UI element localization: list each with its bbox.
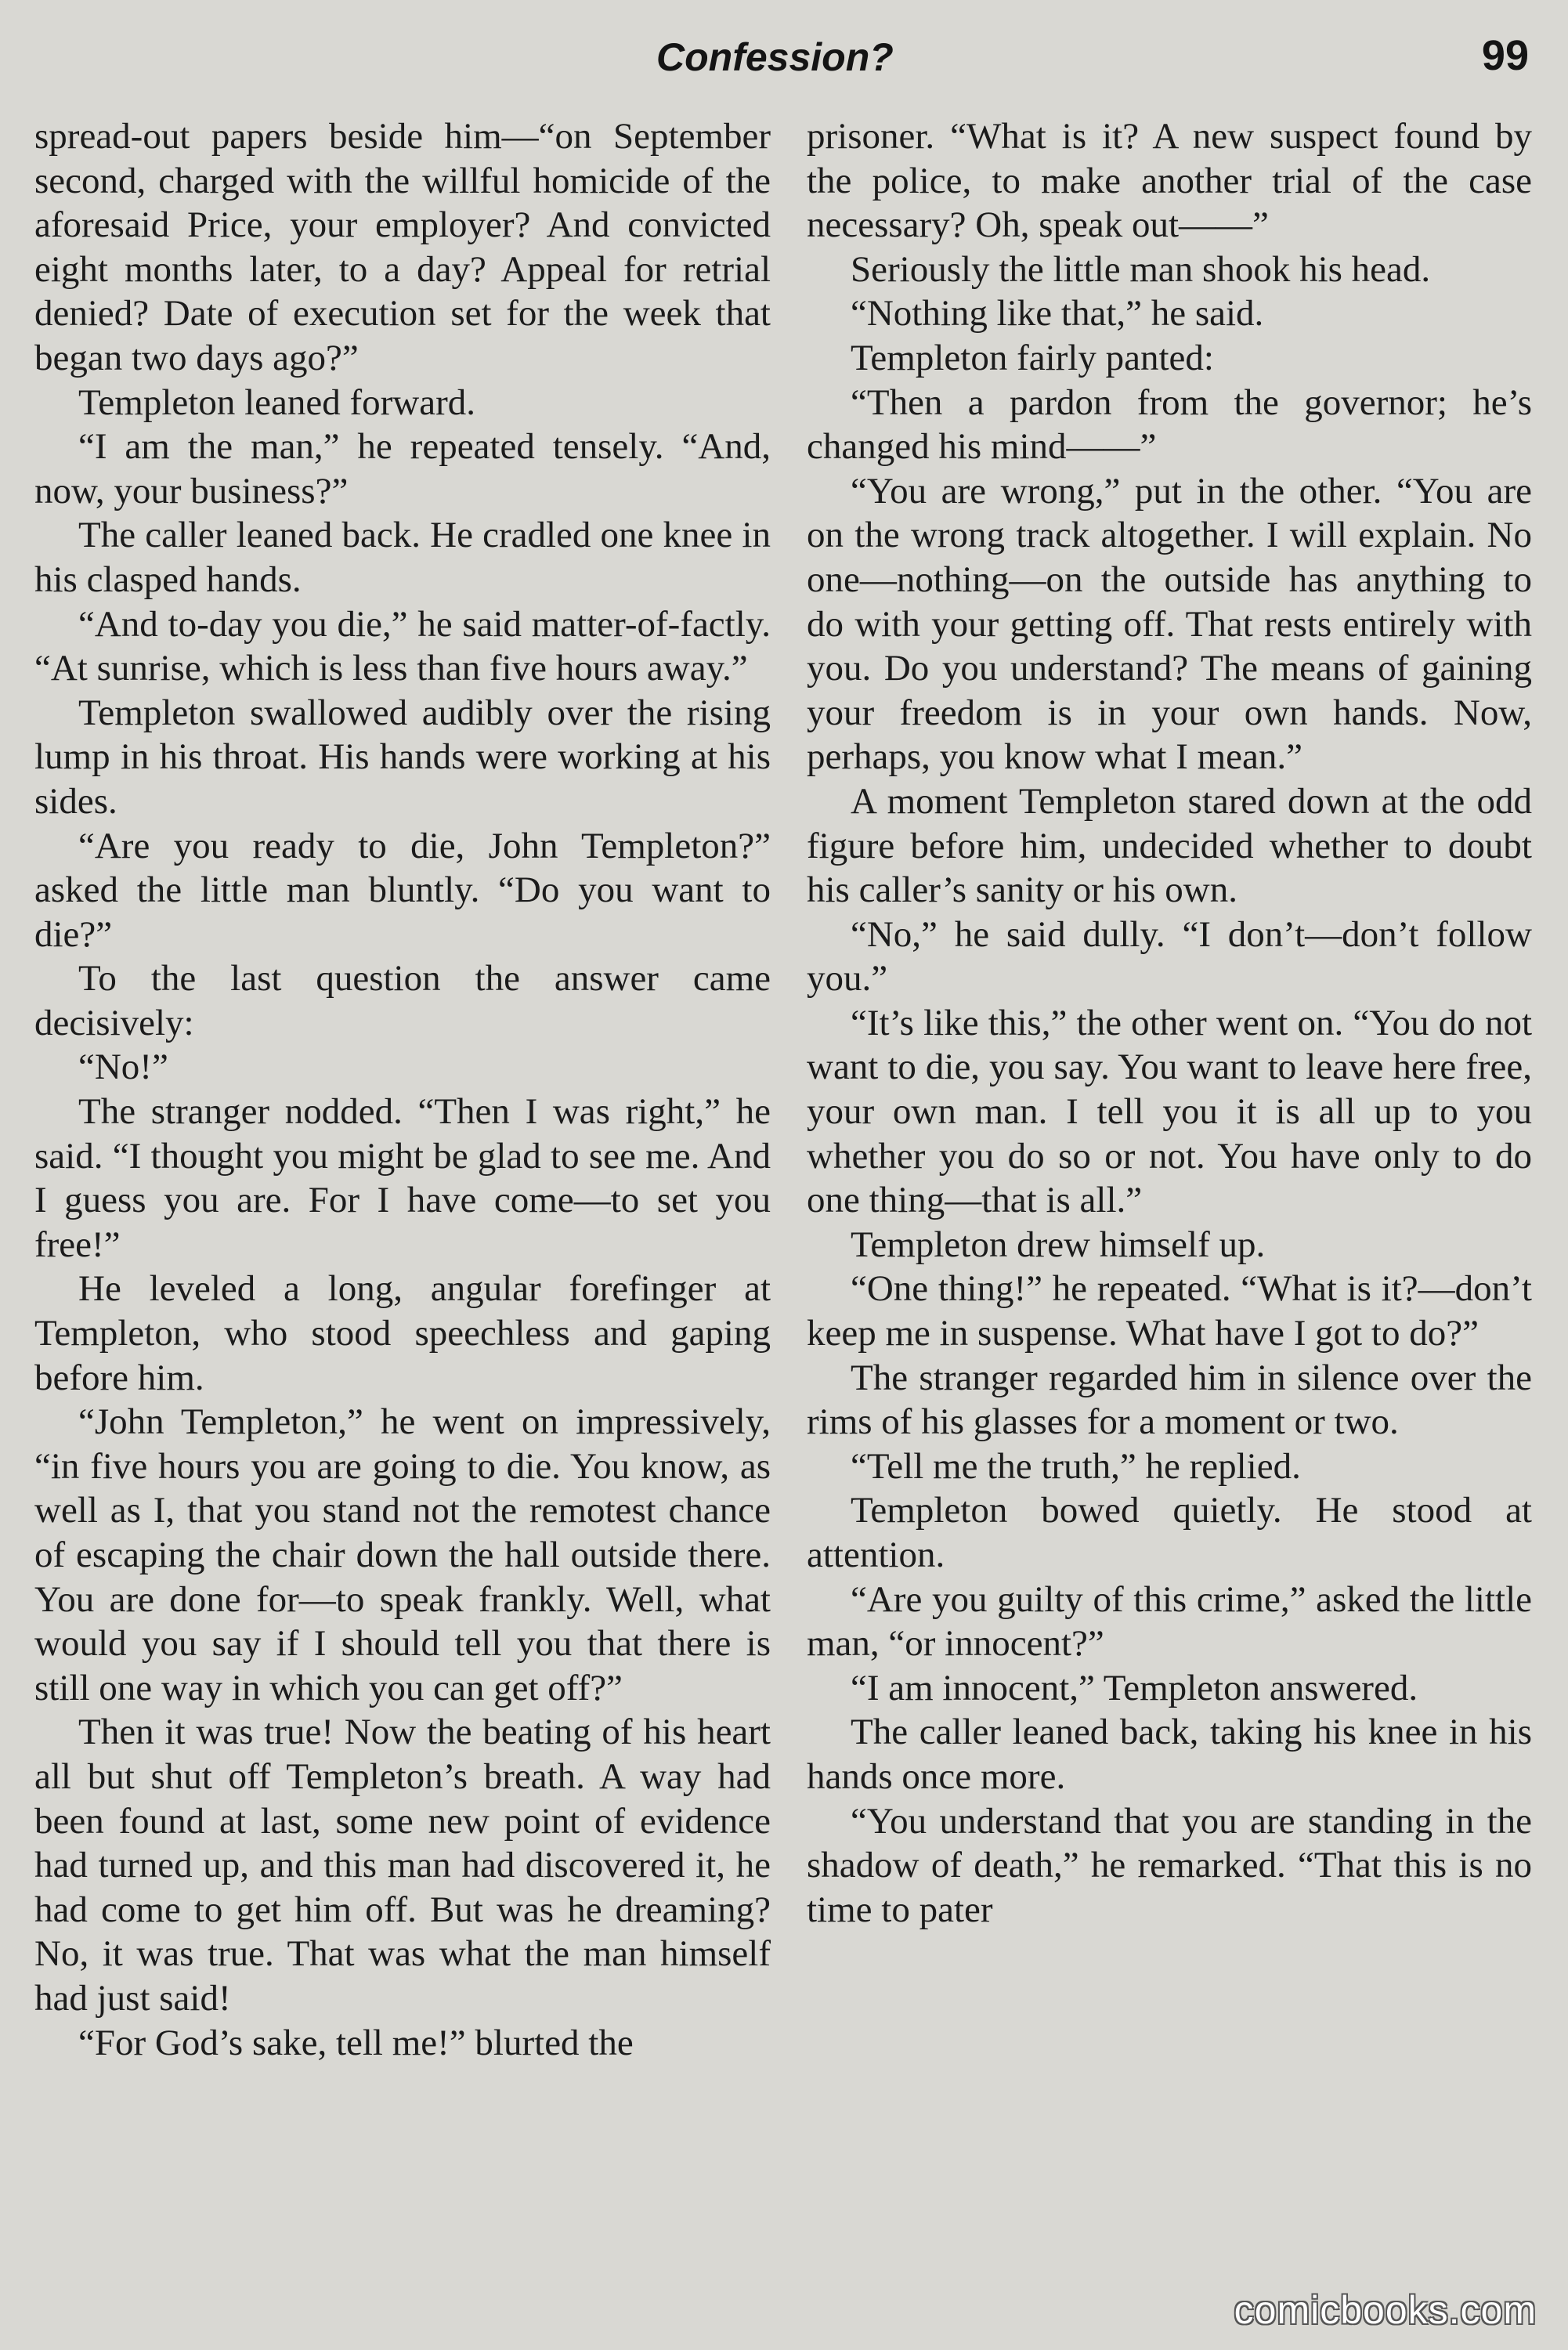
paragraph: “One thing!” he repeated. “What is it?—don’t keep me in suspense. What have I got to do?”	[807, 1268, 1532, 1354]
paragraph: The stranger regarded him in silence over the rims of his glasses for a moment or two.	[807, 1357, 1532, 1443]
page-number: 99	[1481, 32, 1529, 79]
paragraph: prisoner. “What is it? A new suspect found by the police, to make another trial of the case necessary? Oh, speak out——”	[807, 116, 1532, 246]
paragraph: To the last question the answer came decisively:	[34, 958, 771, 1043]
paragraph: “You are wrong,” put in the other. “You are on the wrong track altogether. I will explain. No one—nothing—on the outside has anything to do with your getting off. That rests entirely with you. Do you understand? The means of gaining your freedom is in your own hands. Now, perhaps, you know what I mean.”	[807, 470, 1532, 778]
paragraph: Templeton bowed quietly. He stood at attention.	[807, 1490, 1532, 1575]
paragraph: “You understand that you are standing in the shadow of death,” he remarked. “That this is no time to pater	[807, 1800, 1532, 1930]
paragraph: “It’s like this,” the other went on. “You do not want to die, you say. You want to leave here free, your own man. I tell you it is all up to you whether you do so or not. You have only to do one thing—that is all.”	[807, 1002, 1532, 1221]
paragraph: “Tell me the truth,” he replied.	[851, 1445, 1301, 1487]
paragraph: The caller leaned back. He cradled one knee in his clasped hands.	[34, 515, 771, 600]
page-header	[0, 30, 1568, 85]
paragraph: “Are you ready to die, John Templeton?” asked the little man bluntly. “Do you want to die?”	[34, 825, 771, 955]
paragraph: “No!”	[78, 1047, 168, 1088]
paragraph: Seriously the little man shook his head.	[851, 248, 1431, 290]
paragraph: “Nothing like that,” he said.	[851, 293, 1264, 334]
paragraph: He leveled a long, angular forefinger at Templeton, who stood speechless and gaping before him.	[34, 1268, 771, 1398]
paragraph: Templeton fairly panted:	[851, 337, 1214, 378]
paragraph: “Are you guilty of this crime,” asked the little man, “or innocent?”	[807, 1578, 1532, 1665]
paragraph: The caller leaned back, taking his knee in his hands once more.	[807, 1712, 1532, 1797]
paragraph: A moment Templeton stared down at the odd figure before him, undecided whether to doubt his caller’s sanity or his own.	[807, 780, 1532, 911]
paragraph: The stranger nodded. “Then I was right,” he said. “I thought you might be glad to see me. And I guess you are. For I have come—to set you free!”	[34, 1091, 771, 1265]
paragraph: “No,” he said dully. “I don’t—don’t follow you.”	[807, 913, 1532, 1000]
source-watermark: comicbooks.com	[1234, 2288, 1537, 2332]
paragraph: “For God’s sake, tell me!” blurted the	[78, 2022, 634, 2063]
right-column	[807, 114, 1532, 1932]
paragraph: Then it was true! Now the beating of his heart all but shut off Templeton’s breath. A way had been found at last, some new point of evidence had turned up, and this man had discovered it, he had come to get him off. But was he dreaming? No, it was true. That was what the man himself had just said!	[34, 1712, 771, 2019]
paragraph: “I am innocent,” Templeton answered.	[851, 1667, 1418, 1708]
paragraph: “And to-day you die,” he said matter-of-factly. “At sunrise, which is less than five hours away.”	[34, 603, 771, 689]
column-gutter	[783, 118, 784, 2311]
paragraph: spread-out papers beside him—“on September second, charged with the willful homicide of the aforesaid Price, your employer? And convicted eight months later, to a day? Appeal for retrial denied? Date of execution set for the week that began two days ago?”	[34, 116, 771, 378]
left-column	[34, 114, 771, 2065]
paragraph: “John Templeton,” he went on impressively, “in five hours you are going to die. You know, as well as I, that you stand not the remotest chance of escaping the chair down the hall outside there. You are done for—to speak frankly. Well, what would you say if I should tell you that there is still one way in which you can get off?”	[34, 1401, 771, 1708]
paragraph: Templeton drew himself up.	[851, 1224, 1266, 1265]
paragraph: “I am the man,” he repeated tensely. “And, now, your business?”	[34, 426, 771, 512]
paragraph: “Then a pardon from the governor; he’s changed his mind——”	[807, 381, 1532, 468]
paragraph: Templeton leaned forward.	[78, 381, 475, 423]
paragraph: Templeton swallowed audibly over the rising lump in his throat. His hands were working at his sides.	[34, 692, 771, 822]
running-title: Confession?	[656, 35, 894, 79]
